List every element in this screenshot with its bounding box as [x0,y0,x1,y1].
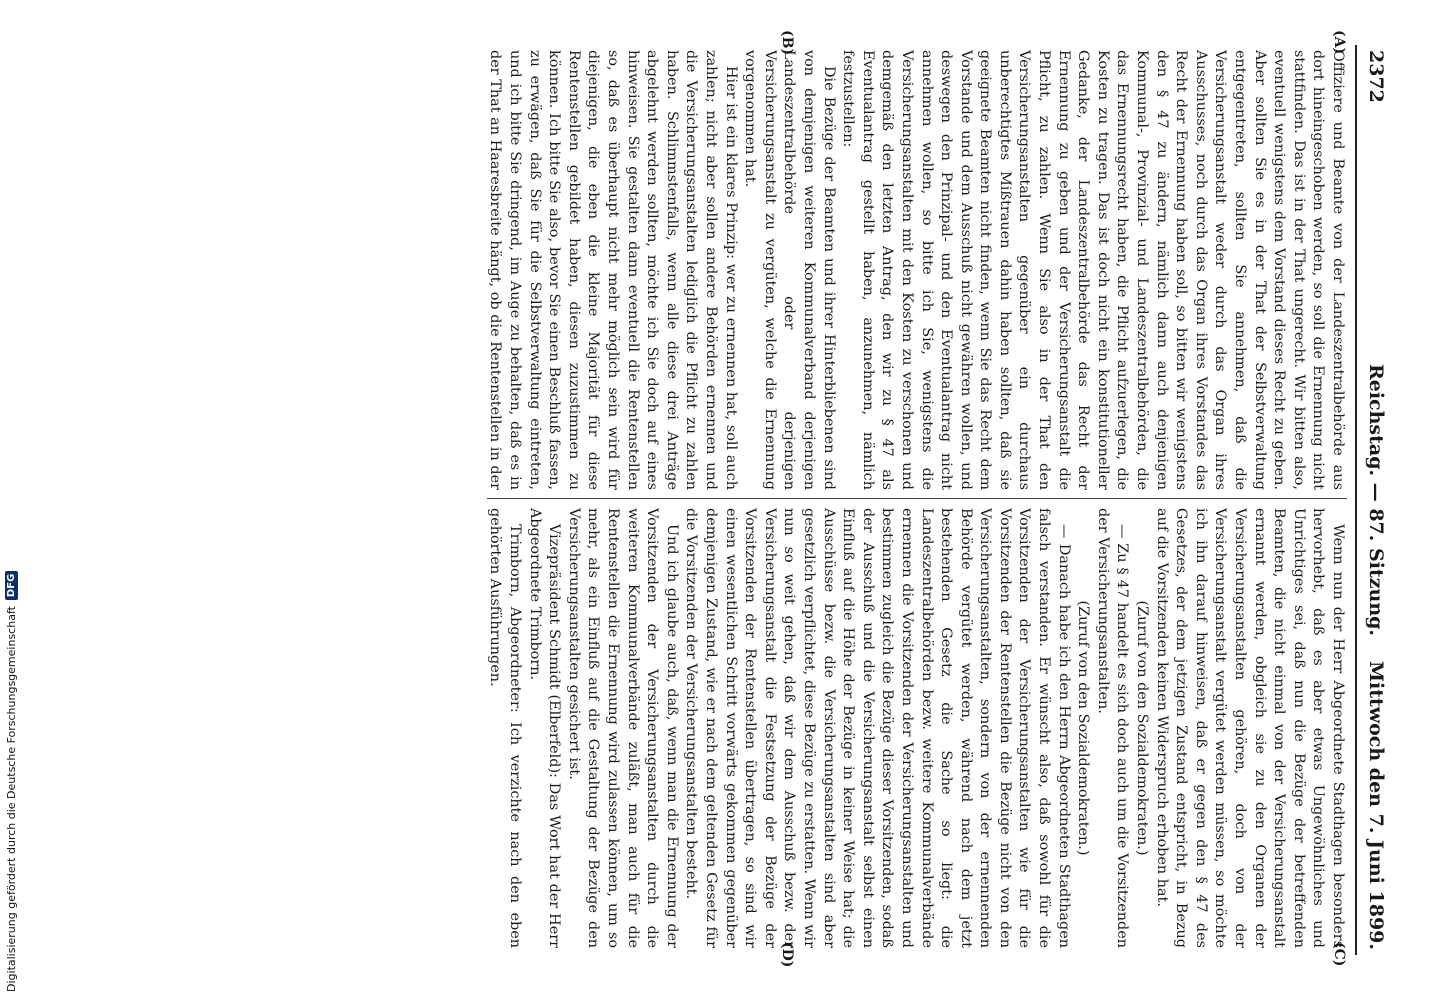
dfg-logo: DFG [5,571,18,600]
page-number: 2372 [1365,50,1387,103]
left-paragraph-3: Hier ist ein klares Prinzip: wer zu ernennen hat, soll auch zahlen; nicht aber sollen andere Behörden ernennen und die Versicherungsanstalten lediglich die Pflicht zu zahlen haben. Schlimmstenfalls, wenn alle diese drei Anträge abgelehnt werden sollten, möchte ich Sie doch auf eines hinweisen. Sie gestalten dann eventuell die Rentenstellen so, daß es überhaupt nicht mehr möglich sein wird für diejenigen, die eben die kleine Majorität für diese Rentenstellen gebildet haben, diesen zuzustimmen zu können. Ich bitte Sie also, bevor Sie einen Beschluß fassen, zu erwägen, daß Sie für die Selbstverwaltung eintreten, und ich bitte Sie dringend, im Auge zu behalten, daß es in der That an Haaresbreite hängt, ob die Rentenstellen in der [487,50,739,490]
credit-text: Digitalisierung gefördert durch die Deutsche Forschungsgemeinschaft [4,606,18,992]
left-paragraph-1: Offiziere und Beamte von der Landeszentralbehörde aus dort hineingeschoben werden, so soll die Ernennung nicht stattfinden. Das ist in der That ungerecht. Wir bitten also, eventuell wenigstens dem Vorstand dieses Recht zu geben. Aber sollten Sie es in der That der Selbstverwaltung entgegentreten, sollten Sie annehmen, daß die Versicherungsanstalt weder durch das Organ ihres Ausschusses, noch durch das Organ ihres Vorstandes das Recht der Ernennung haben soll, so bitten wir wenigstens den § 47 zu ändern, nämlich dann auch denjenigen Kommunal-, Provinzial- und Landeszentralbehörden, die das Ernennungsrecht haben, die Pflicht aufzuerlegen, die Kosten zu tragen. Das ist doch nicht ein konstitutioneller Gedanke, der Landeszentralbehörde das Recht der Ernennung zu geben und der Versicherungsanstalt die Pflicht, zu zahlen. Wenn Sie also in der That den Versicherungsanstalten gegenüber ein durchaus unberechtigtes Mißtrauen dahin haben sollten, daß sie geeignete Beamten nicht finden, wenn Sie das Recht dem Vorstande und dem Ausschuß nicht gewähren wollen, und deswegen den Prinzipal- und den Eventualantrag nicht annehmen wollen, so bitte ich Sie, wenigstens die Versicherungsanstalten mit den Kosten zu verschonen und demgemäß den letzten Antrag, den wir zu § 47 als Eventualantrag gestellt haben, anzunehmen, nämlich festzustellen: [840,50,1346,490]
right-paragraph-3: — Danach habe ich den Herrn Abgeordneten Stadthagen falsch verstanden. Er wünscht also, daß sowohl für die Vorsitzenden der Versicherungsanstalten wie für die Vorsitzenden der Rentenstellen die Bezüge nicht von den Versicherungsanstalten, sondern von der ernennenden Behörde vergütet werden, während nach dem jetzt bestehenden Gesetz die Sache so liegt: die Landeszentralbehörden bezw. weitere Kommunalverbände ernennen die Vorsitzenden der Versicherungsanstalten und bestimmen zugleich die Bezüge dieser Vorsitzenden, sodaß der Ausschuß und die Versicherungsanstalt selbst einen Einfluß auf die Höhe der Bezüge in keiner Weise hat; die Ausschüsse bezw. die Versicherungsanstalten sind aber gesetzlich verpflichtet, diese Bezüge zu erstatten. Wenn wir nun so weit gehen, daß wir dem Ausschuß bezw. der Versicherungsanstalt die Festsetzung der Bezüge der Vorsitzenden der Rentenstellen übertragen, so sind wir einen wesentlichen Schritt vorwärts gekommen gegenüber demjenigen Zustand, wie er nach dem geltenden Gesetz für die Vorsitzenden der Versicherungsanstalten besteht. [683,508,1072,948]
header-rule [1355,45,1357,955]
margin-mark-b: (B) [779,30,795,56]
digitization-credit [1,392,21,992]
column-divider [487,498,1347,499]
left-column [487,50,1347,490]
margin-mark-a: (A) [1331,30,1347,55]
rotated-content [65,30,1395,970]
right-paragraph-1: Wenn nun der Herr Abgeordnete Stadthagen besonders hervorhebt, daß es aber etwas Ungewöhnliches und Unrichtiges sei, daß nun die Bezüge der betreffenden Beamten, die nicht einmal von der Versicherungsanstalt ernannt werden, obgleich sie zu den Organen der Versicherungsanstalten gehören, doch von der Versicherungsanstalt vergütet werden müssen, so möchte ich ihn darauf hinweisen, daß er gegen den § 47 des Gesetzes, der dem jetzigen Zustand entspricht, in Bezug auf die Vorsitzenden keinen Widerspruch erhoben hat. [1153,508,1346,948]
right-paragraph-4: Und ich glaube auch, daß, wenn man die Ernennung der Vorsitzenden der Versicherungsanstalten durch die weiteren Kommunalverbände zuläßt, man auch für die Rentenstellen die Ernennung wird zulassen können, um so mehr, als ein Einfluß auf die Gestaltung der Bezüge den Versicherungsanstalten gesichert ist. [565,508,680,948]
session-date: Mittwoch den 7. Juni 1899. [1365,660,1387,950]
left-paragraph-2: Die Bezüge der Beamten und ihrer Hinterbliebenen sind von demjenigen weiteren Kommunalverband derjenigen Landeszentralbehörde oder derjenigen Versicherungsanstalt zu vergüten, welche die Ernennung vorgenommen hat. [742,50,837,490]
right-column [487,508,1347,948]
right-interjection-1: (Zuruf von den Sozialdemokraten.) [1134,600,1151,856]
right-paragraph-6: Trimborn, Abgeordneter: Ich verzichte nach den eben gehörten Ausführungen. [487,508,524,948]
right-paragraph-2: — Zu § 47 handelt es sich doch auch um die Vorsitzenden der Versicherungsanstalten. [1094,508,1131,948]
right-paragraph-5: Vizepräsident Schmidt (Elberfeld): Das Wort hat der Herr Abgeordnete Trimborn. [526,508,563,948]
margin-mark-d: (D) [779,942,795,968]
right-interjection-2: (Zuruf von den Sozialdemokraten.) [1075,600,1092,856]
running-header [1355,30,1395,970]
page-title: Reichstag. — 87. Sitzung. [1365,363,1387,637]
margin-mark-c: (C) [1331,942,1347,967]
